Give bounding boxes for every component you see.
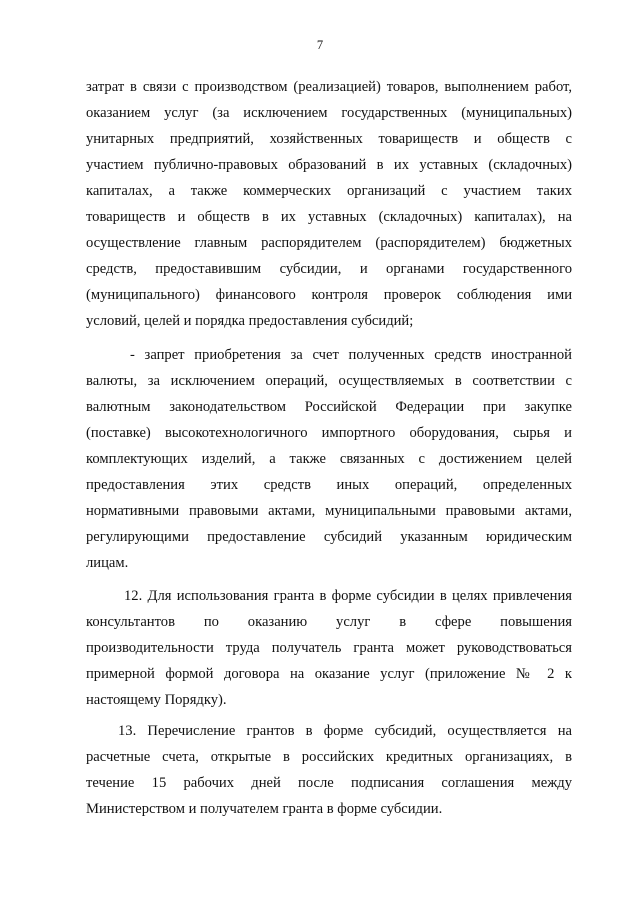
text-line: производительности труда получатель гранта может руководствоваться <box>86 640 572 656</box>
text-line: затрат в связи с производством (реализацией) товаров, выполнением работ, <box>86 79 572 95</box>
text-line: участием публично-правовых образований в их уставных (складочных) <box>86 157 572 173</box>
text-line: средств, предоставившим субсидии, и органами государственного <box>86 261 572 277</box>
text-line: унитарных предприятий, хозяйственных товариществ и обществ с <box>86 131 572 147</box>
text-line: (муниципального) финансового контроля проверок соблюдения ими <box>86 287 572 303</box>
text-line: нормативными правовыми актами, муниципальными правовыми актами, <box>86 503 572 519</box>
text-line: расчетные счета, открытые в российских кредитных организациях, в <box>86 749 572 765</box>
text-line: предоставления этих средств иных операций, определенных <box>86 477 572 493</box>
text-line: 13. Перечисление грантов в форме субсидий, осуществляется на <box>118 723 572 739</box>
text-line: - запрет приобретения за счет полученных средств иностранной <box>130 347 572 363</box>
text-line: примерной формой договора на оказание услуг (приложение № 2 к <box>86 666 572 682</box>
text-line: валютным законодательством Российской Федерации при закупке <box>86 399 572 415</box>
text-line: оказанием услуг (за исключением государственных (муниципальных) <box>86 105 572 121</box>
text-line: течение 15 рабочих дней после подписания соглашения между <box>86 775 572 791</box>
text-line: 12. Для использования гранта в форме субсидии в целях привлечения <box>124 588 572 604</box>
text-line: настоящему Порядку). <box>86 692 227 708</box>
text-line: консультантов по оказанию услуг в сфере повышения <box>86 614 572 630</box>
text-line: осуществление главным распорядителем (распорядителем) бюджетных <box>86 235 572 251</box>
text-line: условий, целей и порядка предоставления субсидий; <box>86 313 414 329</box>
text-line: комплектующих изделий, а также связанных с достижением целей <box>86 451 572 467</box>
text-line: Министерством и получателем гранта в форме субсидии. <box>86 801 443 817</box>
text-line: капиталах, а также коммерческих организаций с участием таких <box>86 183 572 199</box>
text-line: товариществ и обществ в их уставных (складочных) капиталах), на <box>86 209 572 225</box>
text-line: лицам. <box>86 555 129 571</box>
page-number: 7 <box>316 38 324 52</box>
text-line: регулирующими предоставление субсидий указанным юридическим <box>86 529 572 545</box>
text-line: валюты, за исключением операций, осуществляемых в соответствии с <box>86 373 572 389</box>
text-line: (поставке) высокотехнологичного импортного оборудования, сырья и <box>86 425 572 441</box>
